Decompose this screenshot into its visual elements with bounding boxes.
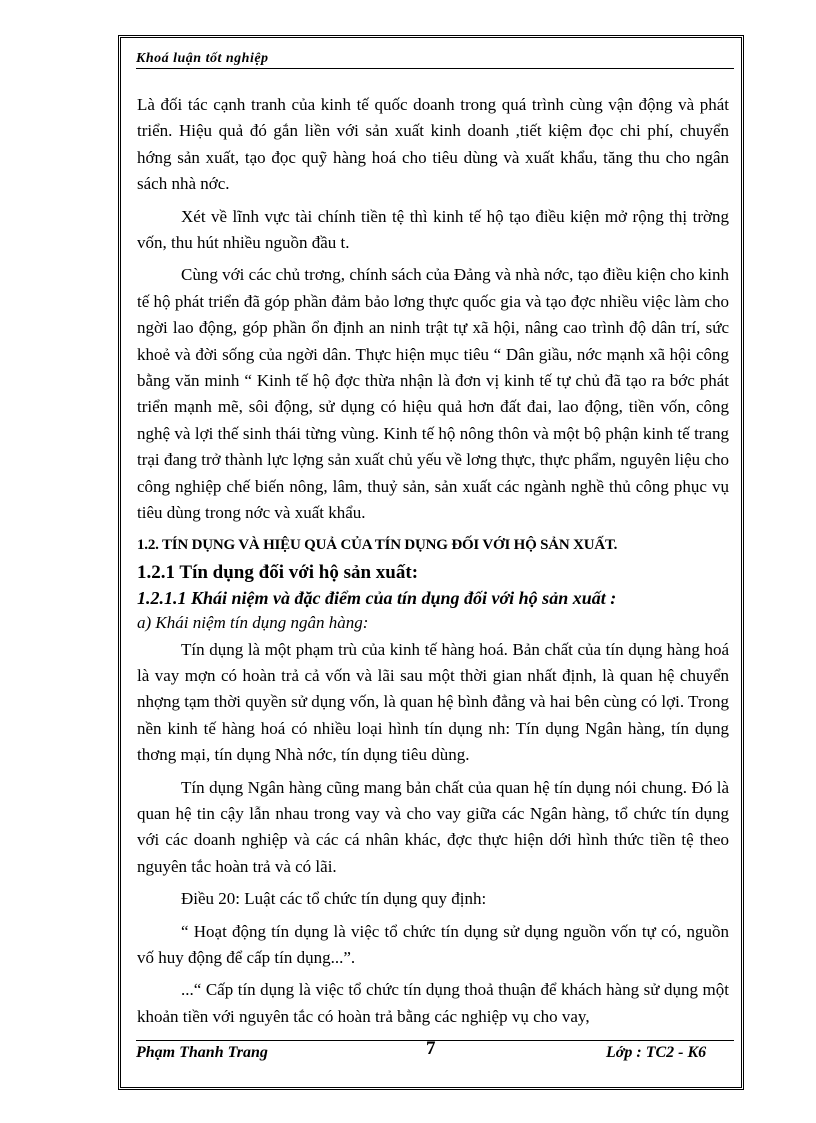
item-heading: a) Khái niệm tín dụng ngân hàng: <box>137 612 369 632</box>
subsection-heading: 1.2.1 Tín dụng đối với hộ sản xuất: <box>137 561 419 583</box>
header-divider <box>136 68 734 69</box>
paragraph: Tín dụng Ngân hàng cũng mang bản chất của quan hệ tín dụng nói chung. Đó là quan hệ tin cậy lẫn nhau trong vay và cho vay giữa các Ngân hàng, tổ chức tín dụng với các doanh nghiệp và các cá nhân khác, đợc thực hiện dới hình thức tiền tệ theo nguyên tắc hoàn trả và có lãi. <box>137 777 729 876</box>
paragraph: Tín dụng là một phạm trù của kinh tế hàng hoá. Bản chất của tín dụng hàng hoá là vay mợn có hoàn trả cả vốn và lãi sau một thời gian nhất định, là quan hệ chuyển nhợng tạm thời quyền sử dụng vốn, là quan hệ bình đẳng và hai bên cùng có lợi. Trong nền kinh tế hàng hoá có nhiều loại hình tín dụng nh: Tín dụng Ngân hàng, tín dụng thơng mại, tín dụng Nhà nớc, tín dụng tiêu dùng. <box>137 639 729 765</box>
footer-author: Phạm Thanh Trang <box>136 1044 268 1061</box>
paragraph: Là đối tác cạnh tranh của kinh tế quốc doanh trong quá trình cùng vận động và phát triển. Hiệu quả đó gắn liền với sản xuất kinh doanh ,tiết kiệm đọc chi phí, chuyển hớng sản xuất, tạo đọc quỹ hàng hoá cho tiêu dùng và xuất khẩu, tăng thu cho ngân sách nhà nớc. <box>137 95 729 194</box>
quote-paragraph: “ Hoạt động tín dụng là việc tổ chức tín dụng sử dụng nguồn vốn tự có, nguồn vố huy động để cấp tín dụng...”. <box>137 921 729 967</box>
section-heading: 1.2. TÍN DỤNG VÀ HIỆU QUẢ CỦA TÍN DỤNG ĐỐI VỚI HỘ SẢN XUẤT. <box>137 536 618 553</box>
paragraph: Cùng với các chủ trơng, chính sách của Đảng và nhà nớc, tạo điều kiện cho kinh tế hộ phát triển đã góp phần đảm bảo lơng thực quốc gia và tạo đợc nhiều việc làm cho ngời lao động, góp phần ổn định an ninh trật tự xã hội, nâng cao trình độ dân trí, sức khoẻ và đời sống của ngời dân. Thực hiện mục tiêu “ Dân giầu, nớc mạnh xã hội công bằng văn minh “ Kinh tế hộ đợc thừa nhận là đơn vị kinh tế tự chủ đã tạo ra bớc phát triển mạnh mẽ, sôi động, sử dụng có hiệu quả hơn đất đai, lao động, tiền vốn, công nghệ và lợi thế sinh thái từng vùng. Kinh tế hộ nông thôn và một bộ phận kinh tế trang trại đang trở thành lực lợng sản xuất chủ yếu về lơng thực, thực phẩm, nguyên liệu cho công nghiệp chế biến nông, lâm, thuỷ sản, sản xuất các ngành nghề thủ công phục vụ tiêu dùng trong nớc và xuất khẩu. <box>137 265 729 523</box>
subsubsection-heading: 1.2.1.1 Khái niệm và đặc điểm của tín dụng đối với hộ sản xuất : <box>137 587 617 608</box>
document-body <box>137 92 729 1036</box>
page-header: Khoá luận tốt nghiệp <box>136 51 269 66</box>
quote-paragraph: ...“ Cấp tín dụng là việc tổ chức tín dụng thoả thuận để khách hàng sử dụng một khoản tiền với nguyên tắc có hoàn trả bằng các nghiệp vụ cho vay, <box>137 980 729 1026</box>
footer-class: Lớp : TC2 - K6 <box>606 1044 707 1061</box>
page-number: 7 <box>426 1038 436 1059</box>
paragraph: Điều 20: Luật các tổ chức tín dụng quy định: <box>181 889 487 909</box>
paragraph: Xét về lĩnh vực tài chính tiền tệ thì kinh tế hộ tạo điều kiện mở rộng thị trờng vốn, thu hút nhiều nguồn đầu t. <box>137 206 729 253</box>
